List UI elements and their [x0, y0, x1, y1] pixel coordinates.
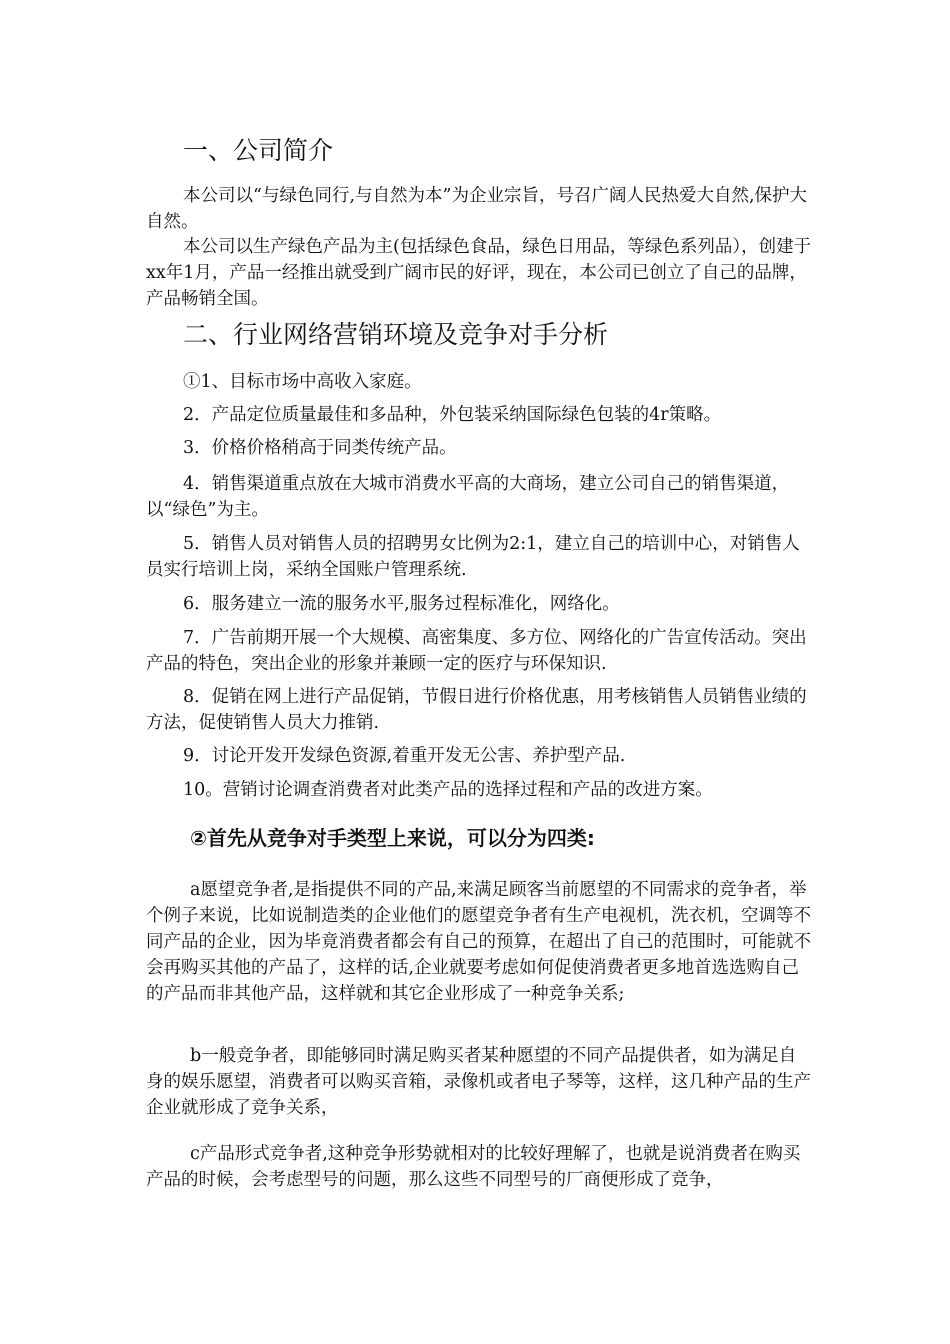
list-item-6: 6．服务建立一流的服务水平,服务过程标准化，网络化。 — [183, 594, 620, 614]
section-3-heading: ②首先从竞争对手类型上来说，可以分为四类: — [190, 826, 595, 850]
list-item-10: 10。营销讨论调查消费者对此类产品的选择过程和产品的改进方案。 — [183, 780, 713, 800]
competitor-type-a: a愿望竞争者,是指提供不同的产品,来满足顾客当前愿望的不同需求的竞争者，举个例子来说，比如说制造类的企业他们的愿望竞争者有生产电视机，洗衣机，空调等不同产品的企业，因为毕竟消费者都会有自己的预算，在超出了自己的范围时，可能就不会再购买其他的产品了，这样的话,企业就要考虑如何促使消费者更多地首选选购自己的产品而非其他产品，这样就和其它企业形成了一种竞争关系; — [146, 880, 811, 1004]
section-1-paragraph-1: 本公司以“与绿色同行,与自然为本”为企业宗旨，号召广阔人民热爱大自然,保护大自然。 — [146, 186, 808, 232]
list-item-7: 7．广告前期开展一个大规模、高密集度、多方位、网络化的广告宣传活动。突出产品的特色，突出企业的形象并兼顾一定的医疗与环保知识. — [146, 628, 807, 674]
list-item-2: 2．产品定位质量最佳和多品种，外包装采纳国际绿色包装的4r策略。 — [183, 405, 722, 425]
list-item-4: 4．销售渠道重点放在大城市消费水平高的大商场，建立公司自己的销售渠道，以“绿色”为主。 — [146, 474, 790, 520]
list-item-1: ①1、目标市场中高收入家庭。 — [183, 372, 422, 392]
list-item-5: 5．销售人员对销售人员的招聘男女比例为2:1，建立自己的培训中心，对销售人员实行培训上岗，采纳全国账户管理系统. — [146, 534, 800, 580]
section-2-heading: 二、行业网络营销环境及竞争对手分析 — [183, 320, 609, 349]
list-item-9: 9．讨论开发开发绿色资源,着重开发无公害、养护型产品. — [183, 746, 626, 766]
list-item-8: 8．促销在网上进行产品促销，节假日进行价格优惠，用考核销售人员销售业绩的方法，促使销售人员大力推销. — [146, 687, 807, 733]
competitor-type-b: b一般竞争者，即能够同时满足购买者某种愿望的不同产品提供者，如为满足自身的娱乐愿望，消费者可以购买音箱，录像机或者电子琴等，这样，这几种产品的生产企业就形成了竞争关系， — [146, 1046, 811, 1118]
competitor-type-c: c产品形式竞争者,这种竞争形势就相对的比较好理解了，也就是说消费者在购买产品的时候，会考虑型号的问题，那么这些不同型号的厂商便形成了竞争， — [146, 1144, 801, 1190]
list-item-3: 3．价格价格稍高于同类传统产品。 — [183, 438, 457, 458]
section-1-paragraph-2: 本公司以生产绿色产品为主(包括绿色食品，绿色日用品，等绿色系列品），创建于xx年1月，产品一经推出就受到广阔市民的好评，现在，本公司已创立了自己的品牌，产品畅销全国。 — [146, 237, 812, 309]
section-1-heading: 一、公司简介 — [183, 136, 334, 165]
